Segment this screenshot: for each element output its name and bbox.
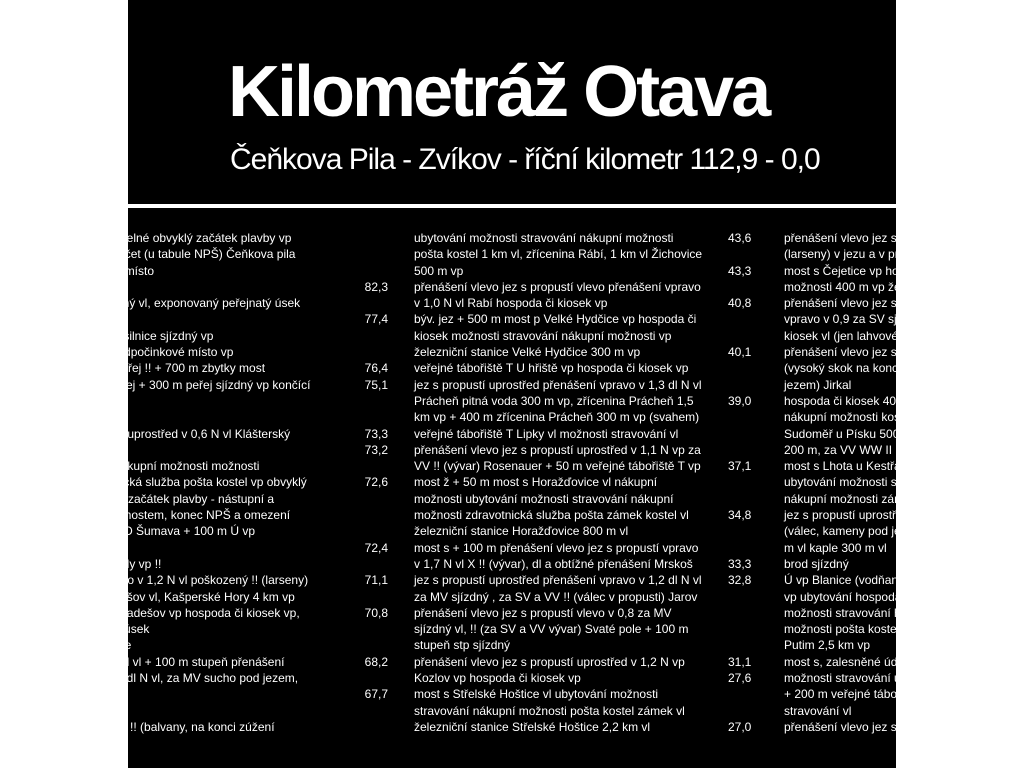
river-km-value	[728, 474, 758, 490]
river-km-value	[358, 230, 388, 246]
km-entry-text: most s + 100 m přenášení vlevo jez s propustí vpravo	[414, 540, 699, 555]
km-entry-text: stravování nákupní možnosti pošta kostel zámek vl	[414, 703, 685, 718]
km-entry-text: možnosti zdravotnická služba pošta zámek kostel vl	[414, 508, 689, 523]
river-km-value	[358, 670, 388, 686]
km-entry-text: pustí uprostřed v 0,6 N vl Klášterský	[98, 426, 291, 441]
river-km-value: 27,6	[728, 671, 752, 686]
river-km-value	[728, 621, 758, 637]
km-entry-text: přenášení vlevo jez s	[784, 719, 897, 734]
km-entry-text: veřejné tábořiště T U hřiště vp hospoda či kiosek vp	[414, 361, 689, 376]
km-entry-text: vp nákupní možnosti možnosti	[98, 459, 260, 474]
km-entry-text: železniční stanice Horažďovice 800 m vl	[414, 524, 629, 539]
column-3-descriptions	[784, 230, 910, 735]
river-km-value	[358, 246, 388, 262]
page-subtitle: Čeňkova Pila - Zvíkov - říční kilometr 112,9 - 0,0	[230, 143, 820, 176]
river-km-value	[358, 637, 388, 653]
km-entry-text: Radešov vl, Kašperské Hory 4 km vp	[98, 589, 295, 604]
km-entry-text: 500 m vp	[414, 263, 464, 278]
km-entry-text: sjízdný vl, !! (za SV a VV vývar) Svaté pole + 100 m	[414, 622, 689, 637]
km-entry-text: jezem) Jirkal	[784, 377, 852, 392]
river-km-value	[728, 246, 758, 262]
river-km-value	[728, 360, 758, 376]
km-entry-text: pošta kostel 1 km vl, zřícenina Rábí, 1 km vl Žichovice	[414, 247, 703, 262]
river-km-value: 72,6	[364, 475, 388, 490]
km-entry-text: možnosti 400 m vp že	[784, 279, 901, 294]
km-entry-text: přenášení vlevo jez s propustí vlevo v 0,8 za MV	[414, 605, 672, 620]
km-entry-text: Š	[98, 312, 107, 327]
km-entry-text: most s Čejetice vp hos	[784, 263, 905, 278]
km-entry-text: možnosti ubytování možnosti stravování nákupní	[414, 491, 674, 506]
river-km-value: 77,4	[364, 312, 388, 327]
km-entry-text: kostel vl + 100 m stupeň přenášení	[98, 654, 285, 669]
km-entry-text: most s, zalesněné údo	[784, 654, 905, 669]
km-entry-text: nákupní možnosti kos	[784, 410, 901, 425]
river-km-value: 70,8	[364, 605, 388, 620]
km-entry-text: m vl kaple 300 m vl	[784, 540, 887, 555]
km-entry-text: most s Lhota u Kestřa	[784, 459, 901, 474]
km-entry-text: (válec, kameny pod je	[784, 524, 901, 539]
river-km-value: 43,6	[728, 231, 752, 245]
km-entry-text: most ž + 50 m most s Horažďovice vl nákupní	[414, 475, 658, 490]
river-km-value	[358, 523, 388, 539]
river-km-value	[728, 279, 758, 295]
km-entry-text: stupeň stp sjízdný	[414, 638, 511, 653]
river-km-value	[728, 426, 758, 442]
km-entry-text: železniční stanice Velké Hydčice 300 m vp	[414, 345, 641, 360]
river-km-value: 27,0	[728, 719, 752, 734]
km-entry-text: železniční stanice Střelské Hoštice 2,2 km vl	[414, 719, 651, 734]
river-km-value	[358, 458, 388, 474]
km-entry-text	[98, 393, 326, 409]
km-entry-text: ní zdi !! (balvany, na konci zúžení	[98, 719, 275, 734]
river-km-value: 33,3	[728, 556, 752, 571]
river-km-value: 73,2	[364, 442, 388, 457]
river-km-value	[728, 442, 758, 458]
river-km-value	[728, 605, 758, 621]
river-km-value: 37,1	[728, 459, 752, 474]
km-entry-text: + 200 m veřejné tábo	[784, 687, 898, 702]
river-km-value	[358, 393, 388, 409]
km-entry-text: votnická služba pošta kostel vp obvyklý	[98, 475, 307, 490]
river-km-value	[728, 377, 758, 393]
river-km-value	[728, 686, 758, 702]
river-km-value	[358, 589, 388, 605]
river-km-value: 75,1	[364, 377, 388, 392]
km-entry-text: Prácheň pitná voda 300 m vp, zřícenina Prácheň 1,5	[414, 393, 694, 408]
river-km-value	[358, 295, 388, 311]
column-3-kilometers	[728, 230, 758, 735]
km-entry-text: Sudoměř u Písku 500	[784, 426, 900, 441]
river-km-value: 71,1	[364, 573, 388, 588]
km-entry-text: pod mostem, konec NPŠ a omezení	[98, 508, 291, 523]
divider	[128, 204, 896, 208]
km-entry-text: kiosek vl (jen lahvové)	[784, 328, 903, 343]
km-entry-text: v 1,0 N vl Rabí hospoda či kiosek vp	[414, 296, 608, 311]
river-km-value	[728, 703, 758, 719]
km-entry-text: Křemelné obvyklý začátek plavby vp	[98, 231, 292, 245]
km-entry-text: možnosti stravování h	[784, 605, 901, 620]
slide	[98, 0, 910, 768]
km-entry-text	[98, 703, 326, 719]
river-km-value	[358, 719, 388, 735]
km-entry-text: vpravo v 0,9 za SV sjí	[784, 312, 901, 327]
km-entry-text: nákupní možnosti zám	[784, 491, 905, 506]
km-entry-text: ý), peřej !! + 700 m zbytky most	[98, 361, 266, 376]
km-entry-text: Ú vp Blanice (vodňans	[784, 573, 905, 588]
km-entry-text: přenášení vlevo jez s propustí uprostřed v 1,2 N vp	[414, 654, 685, 669]
river-km-value	[358, 344, 388, 360]
river-km-value	[358, 263, 388, 279]
km-entry-text: přenášení vlevo jez s	[784, 231, 897, 245]
river-km-value	[358, 328, 388, 344]
km-entry-text: býv. jez + 500 m most p Velké Hydčice vp hospoda či	[414, 312, 697, 327]
km-entry-text: ext)	[98, 410, 119, 425]
km-entry-text: CHKO Šumava + 100 m Ú vp	[98, 524, 256, 539]
km-entry-text: u skály vp !!	[98, 556, 162, 571]
river-km-value: 43,3	[728, 263, 752, 278]
river-km-value: 40,8	[728, 296, 752, 311]
km-entry-text: možnosti stravování u	[784, 671, 901, 686]
km-entry-text: km vp + 400 m zřícenina Prácheň 300 m vp (svahem)	[414, 410, 700, 425]
river-km-value	[728, 409, 758, 425]
column-2-descriptions	[414, 230, 704, 735]
km-entry-text	[98, 540, 326, 556]
km-entry-text: zdný dl N vl, za MV sucho pod jezem,	[98, 671, 299, 686]
column-1-kilometers	[358, 230, 388, 735]
river-km-value: 31,1	[728, 654, 752, 669]
km-entry-text: přenášení vlevo jez s propustí uprostřed v 1,1 N vp za	[414, 442, 701, 457]
river-km-value	[358, 409, 388, 425]
river-km-value	[358, 507, 388, 523]
km-entry-text: vp ubytování hospoda	[784, 589, 902, 604]
km-entry-text: nem	[98, 687, 122, 702]
river-km-value	[358, 703, 388, 719]
river-km-value	[728, 589, 758, 605]
river-km-value	[728, 637, 758, 653]
km-entry-text: v 1,7 N vl X !! (vývar), dl a obtížné přenášení Mrskoš	[414, 556, 693, 571]
km-entry-text: vp, odpočinkové místo vp	[98, 345, 234, 360]
river-km-value: 39,0	[728, 393, 752, 408]
river-km-value: 67,7	[364, 687, 388, 702]
km-entry-text: most s Střelské Hoštice vl ubytování možnosti	[414, 687, 659, 702]
km-entry-text: upní místo	[98, 263, 155, 278]
km-entry-text: ), peřej + 300 m peřej sjízdný vp končící	[98, 377, 311, 392]
river-km-value: 34,8	[728, 508, 752, 523]
km-entry-text: hospoda či kiosek 400	[784, 393, 903, 408]
column-1-descriptions	[98, 230, 326, 735]
km-entry-text: natý úsek	[98, 622, 150, 637]
km-entry-text: jez s propustí uprostřed přenášení vpravo v 1,3 dl N vl	[414, 377, 702, 392]
river-km-value: 40,1	[728, 345, 752, 360]
km-entry-text: za MV sjízdný , za SV a VV !! (válec v propusti) Jarov	[414, 589, 698, 604]
km-entry-text: peřeje	[98, 638, 132, 653]
river-km-value	[728, 328, 758, 344]
river-km-value	[728, 491, 758, 507]
km-entry-text	[98, 279, 326, 295]
km-entry-text: t zdi silnice sjízdný vp	[98, 328, 214, 343]
km-entry-text: Putim 2,5 km vp	[784, 638, 871, 653]
river-km-value: 73,3	[364, 426, 388, 441]
km-entry-text: možnosti pošta kostel	[784, 622, 900, 637]
km-entry-text: kiosek možnosti stravování nákupní možnosti vp	[414, 328, 672, 343]
km-entry-text: veřejné tábořiště T Lipky vl možnosti stravování vl	[414, 426, 679, 441]
river-km-value	[358, 621, 388, 637]
river-km-value: 72,4	[364, 540, 388, 555]
km-entry-text: přenášení vlevo jez s	[784, 345, 897, 360]
km-entry-text: jez s propustí uprostřed	[784, 508, 910, 523]
km-entry-text: vpravo v 1,2 N vl poškozený !! (larseny)	[98, 573, 309, 588]
river-km-value	[358, 491, 388, 507]
km-entry-text: ě T Radešov vp hospoda či kiosek vp,	[98, 605, 300, 620]
km-entry-text: odpočet (u tabule NPŠ) Čeňkova pila	[98, 247, 296, 262]
km-entry-text: vyklý začátek plavby - nástupní a	[98, 491, 275, 506]
km-entry-text: ubytování možnosti stravování nákupní možnosti	[414, 231, 674, 245]
river-km-value	[728, 540, 758, 556]
km-entry-text: jez s propustí uprostřed přenášení vpravo v 1,2 dl N vl	[414, 573, 702, 588]
river-km-value: 32,8	[728, 573, 752, 588]
km-entry-text: (vysoký skok na konci	[784, 361, 901, 376]
km-entry-text: ubytování možnosti st	[784, 475, 901, 490]
km-entry-text: přenášení vlevo jez s	[784, 296, 897, 311]
km-entry-text: sjízdný vl, exponovaný peřejnatý úsek	[98, 296, 301, 311]
river-km-value: 82,3	[364, 279, 388, 294]
river-km-value	[358, 556, 388, 572]
km-entry-text: stravování vl	[784, 703, 852, 718]
river-km-value	[728, 311, 758, 327]
river-km-value	[728, 523, 758, 539]
km-entry-text: brod sjízdný	[784, 556, 849, 571]
km-entry-text: Kozlov vp hospoda či kiosek vp	[414, 671, 581, 686]
river-km-value: 68,2	[364, 654, 388, 669]
river-km-value: 76,4	[364, 361, 388, 376]
km-entry-text: (larseny) v jezu a v pro	[784, 247, 906, 262]
km-entry-text: přenášení vlevo jez s propustí vlevo přenášení vpravo	[414, 279, 701, 294]
km-entry-text: VV !! (vývar) Rosenauer + 50 m veřejné tábořiště T vp	[414, 459, 701, 474]
page-title: Kilometráž Otava	[228, 52, 769, 132]
km-entry-text	[98, 442, 326, 458]
km-entry-text: 200 m, za VV WW II !!	[784, 442, 903, 457]
